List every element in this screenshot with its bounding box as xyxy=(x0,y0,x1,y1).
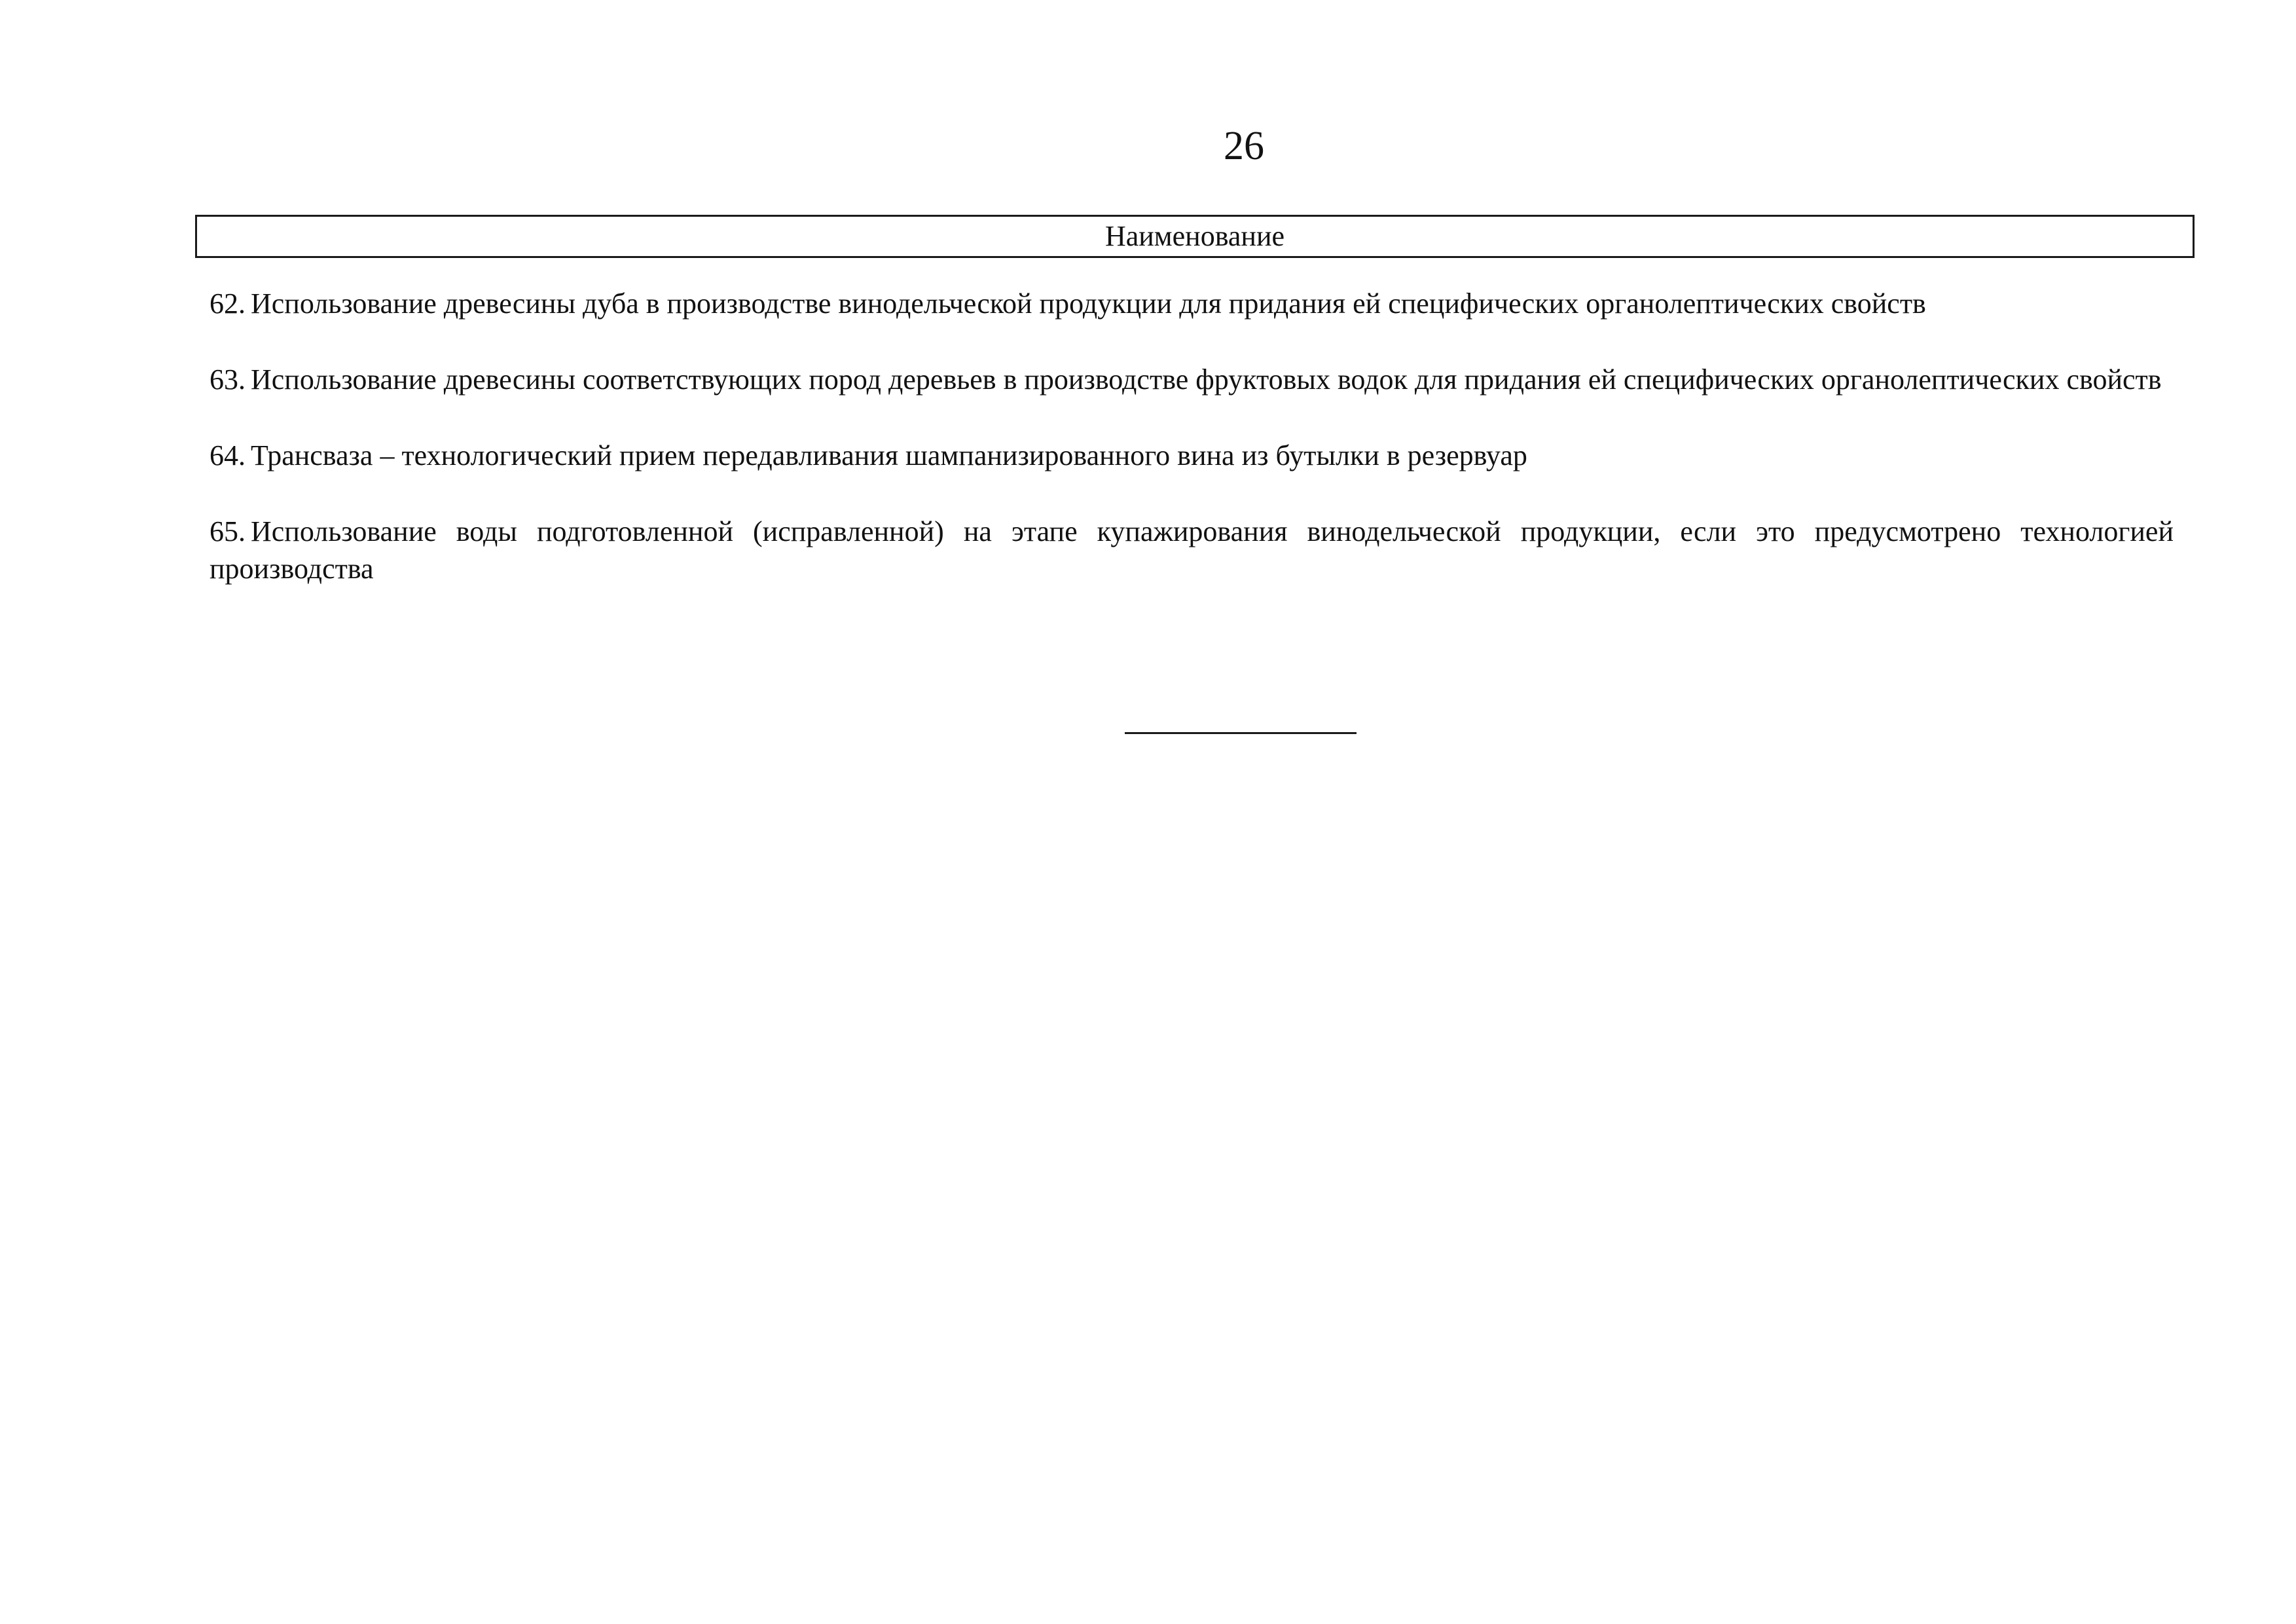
item-text: Использование древесины дуба в производстве винодельческой продукции для придания ей специфических органолептических свойств xyxy=(251,287,1926,320)
list-item xyxy=(210,437,2174,474)
item-number: 64. xyxy=(210,439,246,471)
page-number: 26 xyxy=(1224,124,1264,168)
list-item xyxy=(210,513,2174,587)
end-divider xyxy=(1125,732,1357,734)
list-item xyxy=(210,285,2174,322)
item-text: Использование древесины соответствующих пород деревьев в производстве фруктовых водок для придания ей специфических органолептических свойств xyxy=(251,363,2162,396)
item-number: 65. xyxy=(210,515,246,547)
item-text: Использование воды подготовленной (исправленной) на этапе купажирования винодельческой продукции, если это предусмотрено технологией производства xyxy=(210,515,2174,585)
table-header-label: Наименование xyxy=(1104,220,1285,252)
item-number: 62. xyxy=(210,287,246,320)
item-number: 63. xyxy=(210,363,246,396)
item-text: Трансваза – технологический прием передавливания шампанизированного вина из бутылки в резервуар xyxy=(251,439,1527,471)
list-item xyxy=(210,361,2174,398)
table-header xyxy=(195,215,2195,258)
items-list xyxy=(210,285,2174,626)
